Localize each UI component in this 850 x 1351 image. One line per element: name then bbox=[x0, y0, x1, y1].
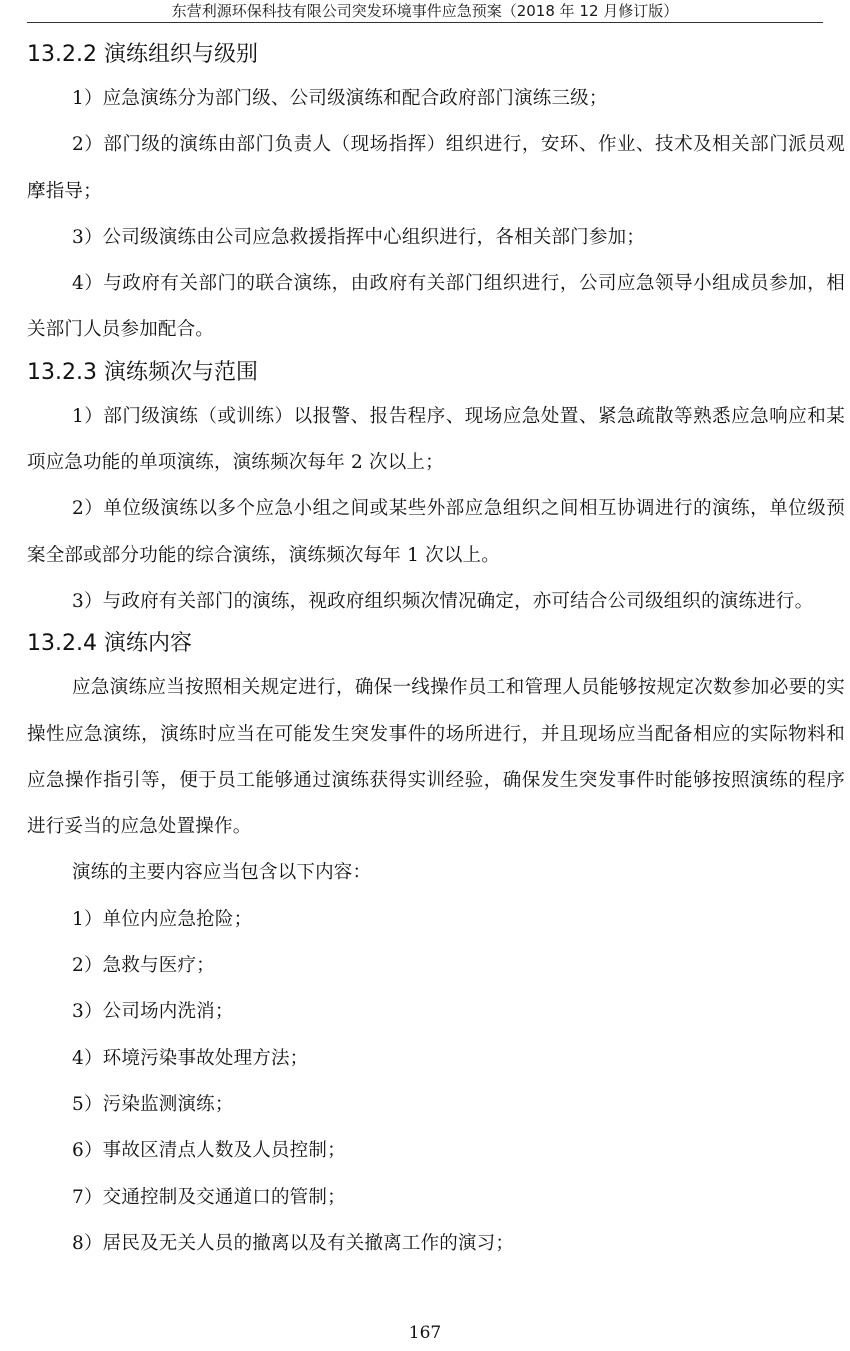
list-item: 6）事故区清点人数及人员控制； bbox=[72, 1140, 346, 1162]
list-item: 1）单位内应急抢险； bbox=[72, 908, 253, 930]
list-item: 2）急救与医疗； bbox=[72, 955, 215, 977]
section-heading-13-2-3: 13.2.3 演练频次与范围 bbox=[27, 359, 258, 385]
section-heading-13-2-4: 13.2.4 演练内容 bbox=[27, 631, 192, 657]
paragraph: 2）单位级演练以多个应急小组之间或某些外部应急组织之间相互协调进行的演练，单位级预案全部或部分功能的综合演练，演练频次每年 1 次以上。 bbox=[27, 498, 845, 566]
paragraph: 3）与政府有关部门的演练，视政府组织频次情况确定，亦可结合公司级组织的演练进行。 bbox=[72, 590, 814, 612]
paragraph: 4）与政府有关部门的联合演练，由政府有关部门组织进行，公司应急领导小组成员参加，相关部门人员参加配合。 bbox=[27, 273, 845, 341]
header-rule bbox=[27, 22, 823, 23]
paragraph: 应急演练应当按照相关规定进行，确保一线操作员工和管理人员能够按规定次数参加必要的实操性应急演练，演练时应当在可能发生突发事件的场所进行，并且现场应当配备相应的实际物料和应急操作指引等，便于员工能够通过演练获得实训经验，确保发生突发事件时能够按照演练的程序进行妥当的应急处置操作。 bbox=[27, 677, 845, 838]
list-item: 8）居民及无关人员的撤离以及有关撤离工作的演习； bbox=[72, 1232, 515, 1254]
list-item: 4）环境污染事故处理方法； bbox=[72, 1047, 309, 1069]
paragraph: 演练的主要内容应当包含以下内容： bbox=[72, 862, 372, 884]
paragraph: 1）应急演练分为部门级、公司级演练和配合政府部门演练三级； bbox=[72, 88, 608, 109]
page-number: 167 bbox=[408, 1323, 442, 1343]
list-item: 5）污染监测演练； bbox=[72, 1093, 234, 1115]
paragraph: 1）部门级演练（或训练）以报警、报告程序、现场应急处置、紧急疏散等熟悉应急响应和某项应急功能的单项演练，演练频次每年 2 次以上； bbox=[27, 405, 845, 474]
paragraph: 3）公司级演练由公司应急救援指挥中心组织进行，各相关部门参加； bbox=[72, 226, 645, 248]
section-heading-13-2-2: 13.2.2 演练组织与级别 bbox=[27, 42, 258, 67]
running-header: 东营利源环保科技有限公司突发环境事件应急预案（2018 年 12 月修订版） bbox=[171, 2, 679, 20]
paragraph: 2）部门级的演练由部门负责人（现场指挥）组织进行，安环、作业、技术及相关部门派员观摩指导； bbox=[27, 134, 845, 202]
list-item: 3）公司场内洗消； bbox=[72, 1001, 234, 1023]
list-item: 7）交通控制及交通道口的管制； bbox=[72, 1186, 346, 1208]
document-body bbox=[27, 36, 845, 1267]
